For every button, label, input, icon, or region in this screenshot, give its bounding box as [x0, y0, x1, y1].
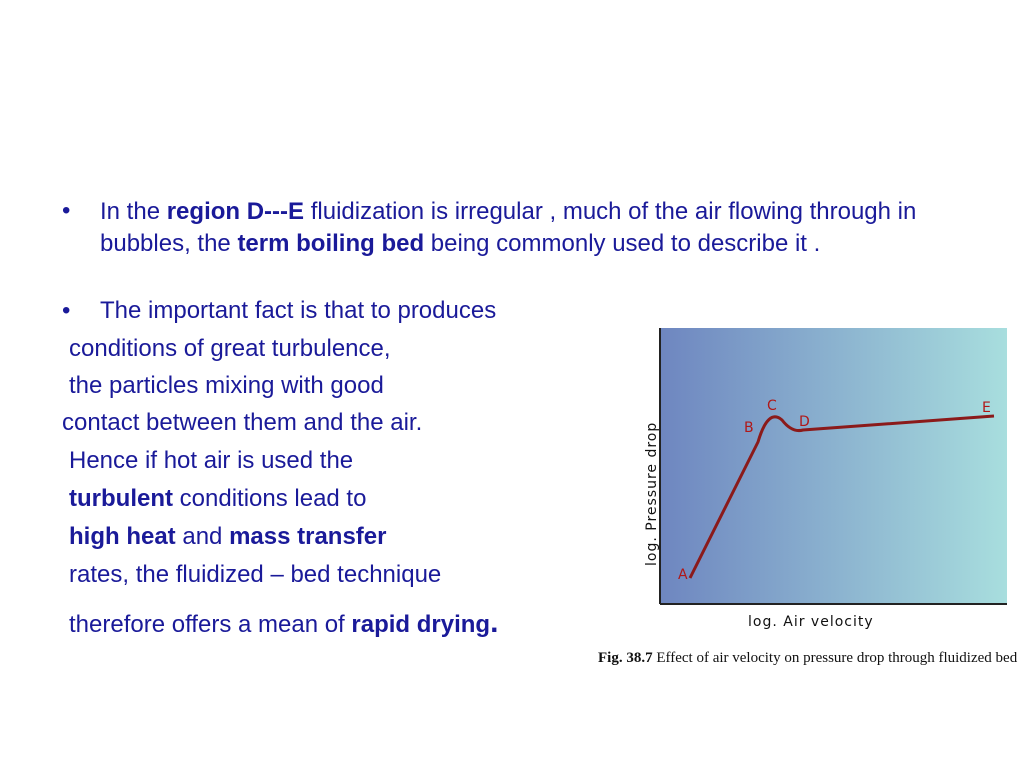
point-label-e: E: [982, 400, 991, 416]
bullet-paragraph-2: The important fact is that to produces: [100, 297, 497, 324]
region-de-term: region D---E: [166, 198, 305, 225]
turbulent-term: turbulent: [69, 485, 173, 512]
plot-background: [660, 328, 1007, 604]
body-line-3: contact between them and the air.: [62, 409, 423, 436]
figure-caption-text: Effect of air velocity on pressure drop through fluidized bed: [656, 650, 1018, 666]
para1-post: being commonly used to describe it .: [424, 230, 821, 257]
figure-number: Fig. 38.7: [598, 650, 653, 666]
body-line-5: [69, 484, 366, 514]
bullet-paragraph-1: [100, 196, 970, 260]
bullet-dot-2: •: [62, 297, 71, 324]
body-line-2: the particles mixing with good: [69, 372, 384, 399]
body-line-5-rest: conditions lead to: [172, 485, 367, 512]
para1-mid: fluidization is irregular , much of the air flowing through in bubbles, the: [100, 198, 917, 257]
rapid-drying-term: rapid drying: [351, 611, 491, 638]
body-line-8: [69, 608, 498, 640]
x-axis-label: log. Air velocity: [748, 614, 874, 630]
body-line-7: rates, the fluidized – bed technique: [69, 561, 442, 588]
point-label-d: D: [799, 414, 810, 430]
point-label-a: A: [678, 567, 688, 583]
figure-caption: [598, 648, 1024, 668]
y-axis-label: log. Pressure drop: [644, 421, 660, 566]
bullet-dot-1: •: [62, 197, 71, 224]
body-line-4: Hence if hot air is used the: [69, 447, 354, 474]
body-line-1: conditions of great turbulence,: [69, 335, 391, 362]
point-label-c: C: [767, 398, 777, 414]
mass-transfer-term: mass transfer: [229, 523, 387, 550]
boiling-bed-term: term boiling bed: [237, 230, 425, 257]
final-period: .: [490, 606, 499, 639]
pressure-drop-figure: [596, 316, 1024, 696]
body-line-8-pre: therefore offers a mean of: [69, 611, 352, 638]
point-label-b: B: [744, 420, 754, 436]
body-line-6-mid: and: [175, 523, 230, 550]
high-heat-term: high heat: [69, 523, 176, 550]
para1-pre: In the: [100, 198, 167, 225]
body-line-6: [69, 522, 386, 552]
